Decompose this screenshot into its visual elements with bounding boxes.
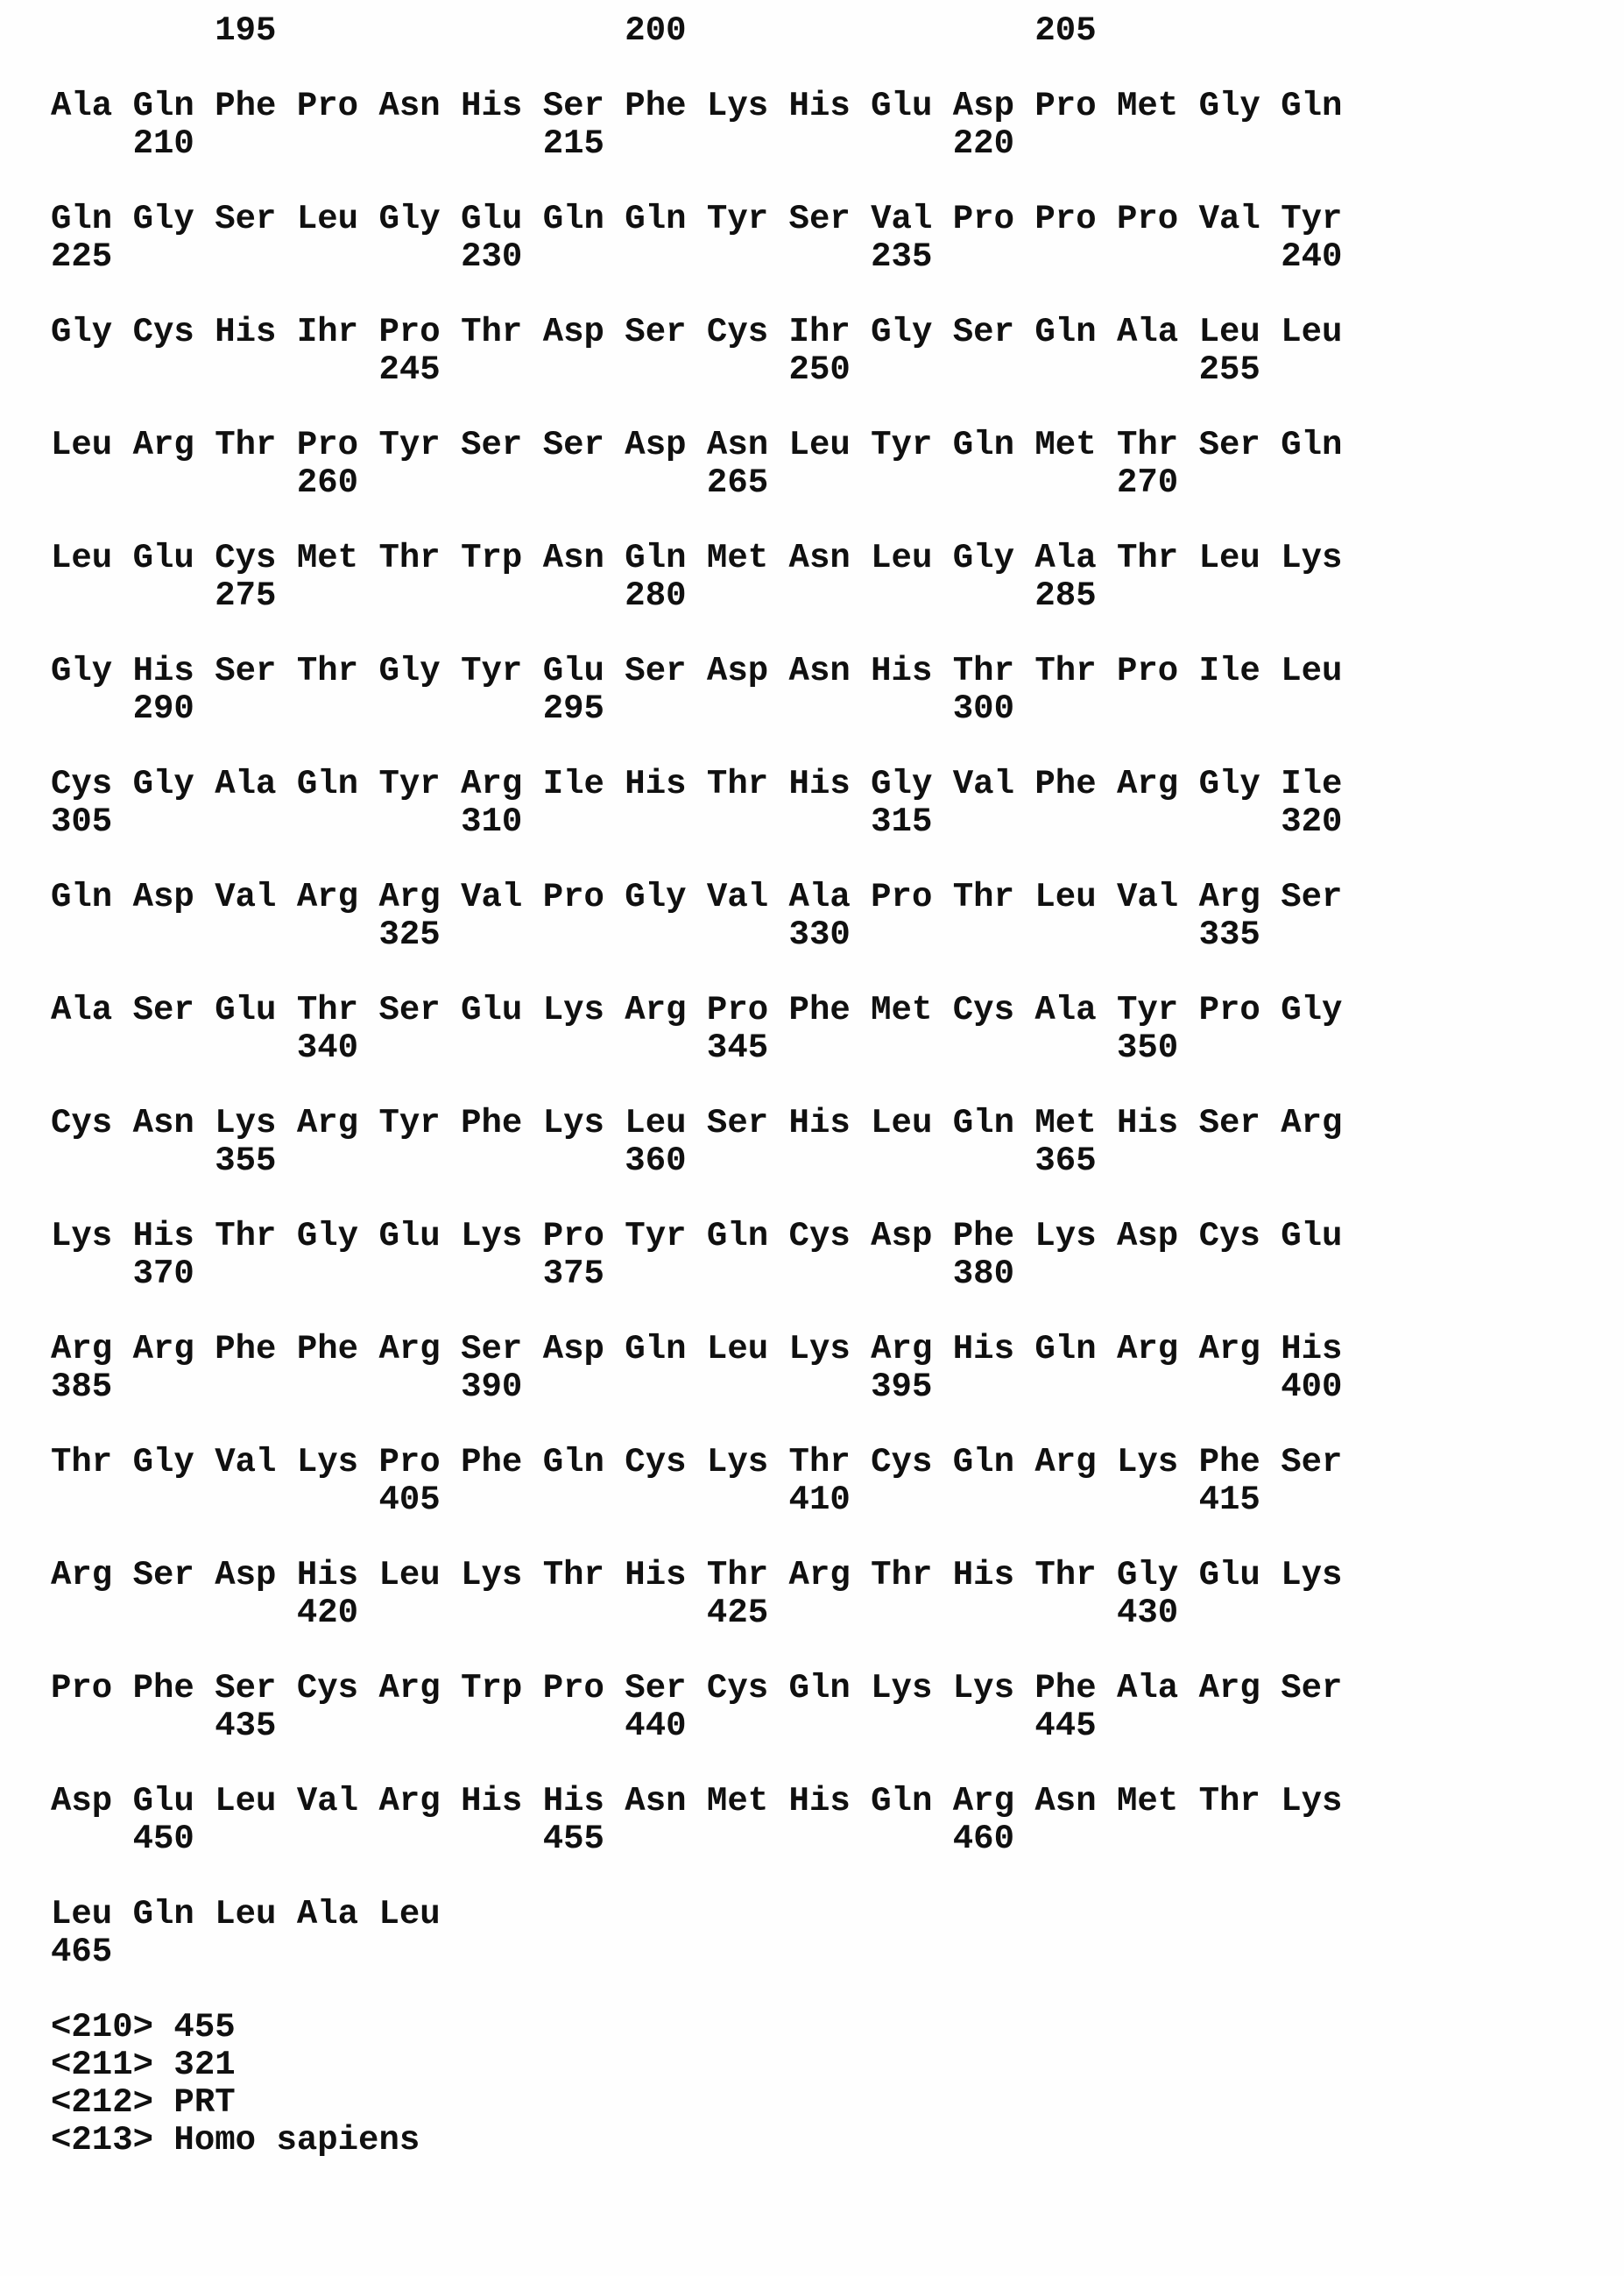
numbering-line-header: 195 200 205 — [51, 11, 1097, 50]
sequence-residues-line: Lys His Thr Gly Glu Lys Pro Tyr Gln Cys Asp Phe Lys Asp Cys Glu — [51, 1217, 1343, 1255]
numeric-identifier-length: <211> 321 — [51, 2046, 236, 2084]
sequence-residues-line: Cys Gly Ala Gln Tyr Arg Ile His Thr His Gly Val Phe Arg Gly Ile — [51, 765, 1343, 803]
sequence-position-numbers-line: 405 410 415 — [51, 1481, 1260, 1519]
sequence-residues-line: Gly His Ser Thr Gly Tyr Glu Ser Asp Asn His Thr Thr Pro Ile Leu — [51, 652, 1343, 690]
numeric-identifier-type: <212> PRT — [51, 2083, 236, 2122]
sequence-metadata-block — [51, 2009, 1624, 2159]
sequence-position-numbers-line: 465 — [51, 1933, 113, 1971]
sequence-block — [51, 88, 1624, 163]
sequence-position-numbers-line: 370 375 380 — [51, 1255, 1014, 1293]
sequence-residues-line: Ala Gln Phe Pro Asn His Ser Phe Lys His Glu Asp Pro Met Gly Gln — [51, 87, 1343, 125]
sequence-position-numbers-line: 435 440 445 — [51, 1707, 1097, 1745]
sequence-position-numbers-line: 355 360 365 — [51, 1142, 1097, 1180]
sequence-position-numbers-line: 450 455 460 — [51, 1820, 1014, 1858]
sequence-block — [51, 879, 1624, 954]
sequence-block — [51, 992, 1624, 1067]
sequence-block — [51, 314, 1624, 389]
sequence-block — [51, 1783, 1624, 1858]
sequence-residues-line: Leu Gln Leu Ala Leu — [51, 1895, 441, 1933]
sequence-block — [51, 1218, 1624, 1293]
sequence-block — [51, 766, 1624, 841]
sequence-residues-line: Gln Asp Val Arg Arg Val Pro Gly Val Ala Pro Thr Leu Val Arg Ser — [51, 878, 1343, 916]
sequence-block — [51, 201, 1624, 276]
sequence-position-numbers-line: 305 310 315 320 — [51, 802, 1343, 841]
sequence-residues-line: Asp Glu Leu Val Arg His His Asn Met His Gln Arg Asn Met Thr Lys — [51, 1782, 1343, 1820]
sequence-residues-line: Cys Asn Lys Arg Tyr Phe Lys Leu Ser His Leu Gln Met His Ser Arg — [51, 1104, 1343, 1142]
sequence-block — [51, 1670, 1624, 1745]
sequence-residues-line: Arg Arg Phe Phe Arg Ser Asp Gln Leu Lys Arg His Gln Arg Arg His — [51, 1330, 1343, 1368]
sequence-position-numbers-line: 385 390 395 400 — [51, 1368, 1343, 1406]
sequence-block — [51, 1444, 1624, 1519]
sequence-residues-line: Gln Gly Ser Leu Gly Glu Gln Gln Tyr Ser Val Pro Pro Pro Val Tyr — [51, 200, 1343, 238]
sequence-block — [51, 427, 1624, 502]
numeric-identifier-organism: <213> Homo sapiens — [51, 2121, 420, 2159]
sequence-position-numbers-line: 420 425 430 — [51, 1594, 1179, 1632]
sequence-position-numbers-line: 290 295 300 — [51, 689, 1014, 728]
sequence-residues-line: Arg Ser Asp His Leu Lys Thr His Thr Arg Thr His Thr Gly Glu Lys — [51, 1556, 1343, 1594]
sequence-position-numbers-line: 275 280 285 — [51, 576, 1097, 615]
sequence-position-numbers-line: 260 265 270 — [51, 463, 1179, 502]
sequence-position-numbers-line: 210 215 220 — [51, 124, 1014, 163]
sequence-residues-line: Leu Glu Cys Met Thr Trp Asn Gln Met Asn Leu Gly Ala Thr Leu Lys — [51, 539, 1343, 577]
sequence-residues-line: Thr Gly Val Lys Pro Phe Gln Cys Lys Thr Cys Gln Arg Lys Phe Ser — [51, 1443, 1343, 1481]
sequence-position-numbers-line: 245 250 255 — [51, 350, 1260, 389]
sequence-block — [51, 1896, 1624, 1971]
sequence-position-numbers-line: 225 230 235 240 — [51, 237, 1343, 276]
sequence-block — [51, 1105, 1624, 1180]
sequence-residues-line: Leu Arg Thr Pro Tyr Ser Ser Asp Asn Leu Tyr Gln Met Thr Ser Gln — [51, 426, 1343, 464]
sequence-residues-line: Ala Ser Glu Thr Ser Glu Lys Arg Pro Phe Met Cys Ala Tyr Pro Gly — [51, 991, 1343, 1029]
sequence-position-numbers-line: 325 330 335 — [51, 915, 1260, 954]
sequence-residues-line: Pro Phe Ser Cys Arg Trp Pro Ser Cys Gln Lys Lys Phe Ala Arg Ser — [51, 1669, 1343, 1707]
sequence-block — [51, 653, 1624, 728]
numeric-identifier-seq-id: <210> 455 — [51, 2008, 236, 2046]
sequence-block — [51, 540, 1624, 615]
sequence-block — [51, 1331, 1624, 1406]
sequence-position-numbers-line: 340 345 350 — [51, 1028, 1179, 1067]
sequence-residues-line: Gly Cys His Ihr Pro Thr Asp Ser Cys Ihr Gly Ser Gln Ala Leu Leu — [51, 313, 1343, 351]
sequence-block — [51, 1557, 1624, 1632]
